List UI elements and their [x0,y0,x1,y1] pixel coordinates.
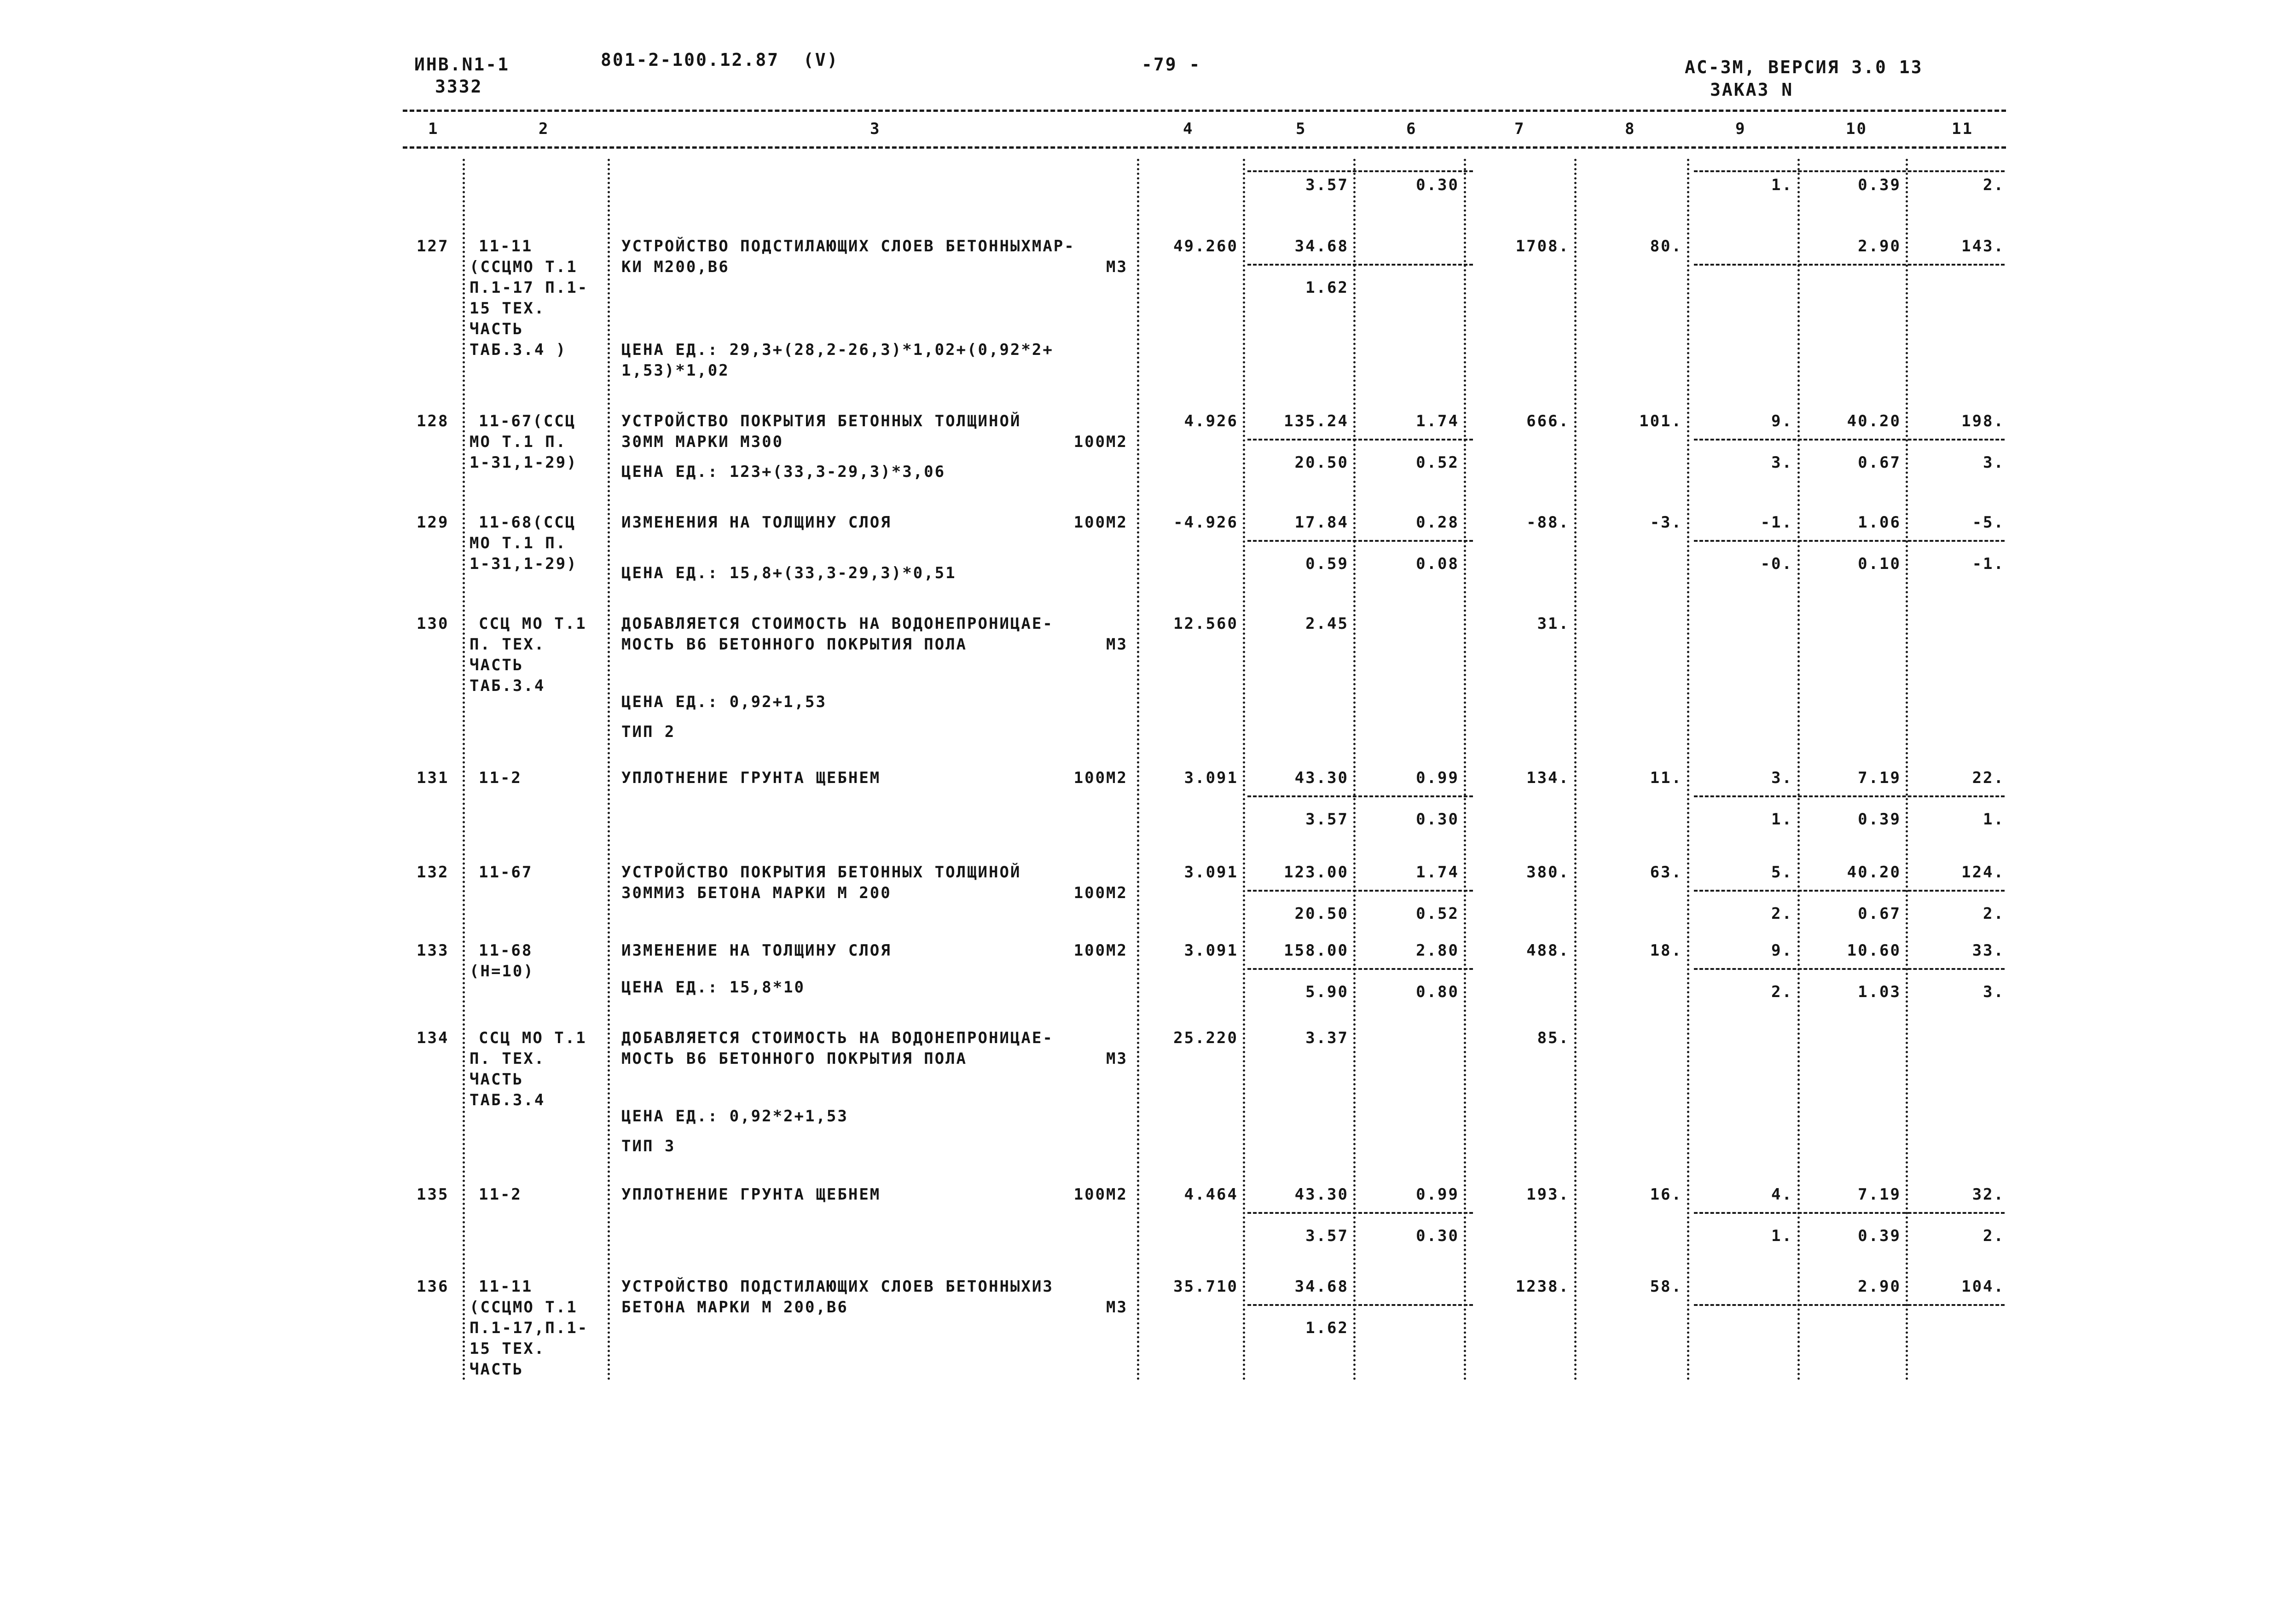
column-header-5: 5 [1296,120,1307,138]
cell-col-9: 5. [1771,863,1793,882]
row-code: 11-11 [479,1277,533,1296]
cell-col-5: 158.00 [1284,941,1349,960]
column-separator [1243,159,1245,1381]
column-separator [1353,159,1356,1381]
row-description: БЕТОНА МАРКИ М 200,В6 [621,1298,848,1317]
row-number: 130 [417,615,449,633]
row-description: УСТРОЙСТВО ПОКРЫТИЯ БЕТОННЫХ ТОЛЩИНОЙ [621,412,1021,430]
row-number: 127 [417,237,449,255]
column-separator [1574,159,1577,1381]
column-separator [1464,159,1466,1381]
row-description: УСТРОЙСТВО ПОКРЫТИЯ БЕТОННЫХ ТОЛЩИНОЙ [621,863,1021,882]
row-code: 11-68 [479,941,533,960]
cell-col-10: 40.20 [1847,412,1901,430]
sub-value: 2. [1983,905,2005,923]
header-rule-bottom [403,146,2006,149]
document-code: 801-2-100.12.87 (V) [601,50,839,70]
system-version: АС-3М, ВЕРСИЯ 3.0 13 [1685,57,1923,77]
cell-col-7: 85. [1537,1029,1570,1047]
column-header-9: 9 [1735,120,1746,138]
cell-col-8: 101. [1639,412,1682,430]
sub-rule [1694,1304,2005,1306]
sub-value: 0.10 [1858,555,1901,573]
cell-col-4: 12.560 [1173,615,1238,633]
row-description: 30ММ МАРКИ М300 [621,433,784,451]
row-code-line: 15 ТЕХ. [470,1340,545,1358]
sub-value: 3.57 [1305,176,1349,194]
row-description: ДОБАВЛЯЕТСЯ СТОИМОСТЬ НА ВОДОНЕПРОНИЦАЕ- [621,1029,1054,1047]
sub-rule [1247,170,1473,172]
row-number: 134 [417,1029,449,1047]
row-description: ИЗМЕНЕНИЯ НА ТОЛЩИНУ СЛОЯ [621,513,892,532]
cell-col-11: 198. [1961,412,2005,430]
inventory-number: 3332 [435,76,483,97]
cell-col-4: -4.926 [1173,513,1238,532]
cell-col-7: 134. [1526,769,1570,787]
cell-col-8: 18. [1650,941,1682,960]
sub-value: 2. [1983,176,2005,194]
sub-value: 20.50 [1294,453,1349,472]
sub-value: -1. [1972,555,2005,573]
row-unit: 100М2 [1073,769,1128,787]
sub-rule [1694,968,2005,970]
column-header-4: 4 [1183,120,1194,138]
cell-col-6: 1.74 [1416,412,1459,430]
unit-price-formula: ЦЕНА ЕД.: 15,8+(33,3-29,3)*0,51 [621,564,957,582]
cell-col-7: 31. [1537,615,1570,633]
row-unit: 100М2 [1073,884,1128,902]
cell-col-10: 2.90 [1858,237,1901,255]
row-code-line: ЧАСТЬ [470,320,524,338]
cell-col-4: 3.091 [1184,941,1238,960]
sub-value: 0.52 [1416,453,1459,472]
cell-col-6: 0.99 [1416,769,1459,787]
cell-col-11: 22. [1972,769,2005,787]
cell-col-7: 1238. [1515,1277,1570,1296]
unit-price-formula: ЦЕНА ЕД.: 123+(33,3-29,3)*3,06 [621,463,946,481]
cell-col-7: 488. [1526,941,1570,960]
row-description: 30ММИЗ БЕТОНА МАРКИ М 200 [621,884,892,902]
row-unit: М3 [1106,1050,1128,1068]
row-code: 11-67 [479,863,533,882]
sub-rule [1694,170,2005,172]
sub-value: 3.57 [1305,1227,1349,1245]
sub-value: 0.30 [1416,176,1459,194]
sub-rule [1247,795,1473,797]
sub-value: 2. [1771,905,1793,923]
cell-col-9: 9. [1771,941,1793,960]
cell-col-8: 80. [1650,237,1682,255]
cell-col-4: 35.710 [1173,1277,1238,1296]
row-number: 133 [417,941,449,960]
sub-rule [1247,1212,1473,1214]
sub-rule [1694,439,2005,441]
cell-col-5: 34.68 [1294,237,1349,255]
column-separator [1906,159,1908,1381]
sub-value: 0.59 [1305,555,1349,573]
order-label: ЗАКАЗ N [1710,80,1794,100]
cell-col-6: 2.80 [1416,941,1459,960]
cell-col-5: 43.30 [1294,769,1349,787]
sub-value: 1. [1771,176,1793,194]
sub-value: 5.90 [1305,983,1349,1001]
row-unit: М3 [1106,1298,1128,1317]
row-code-line: (ССЦМО Т.1 [470,1298,578,1317]
sub-rule [1694,264,2005,266]
row-number: 136 [417,1277,449,1296]
row-code-line: ТАБ.3.4 [470,1091,545,1109]
column-separator [1797,159,1800,1381]
cell-col-6: 0.28 [1416,513,1459,532]
row-number: 135 [417,1185,449,1204]
cell-col-7: 193. [1526,1185,1570,1204]
column-header-1: 1 [428,120,439,138]
cell-col-10: 1.06 [1858,513,1901,532]
cell-col-4: 4.464 [1184,1185,1238,1204]
row-unit: 100М2 [1073,1185,1128,1204]
sub-value: 0.30 [1416,810,1459,829]
cell-col-8: -3. [1650,513,1682,532]
cell-col-8: 16. [1650,1185,1682,1204]
sub-value: 1.03 [1858,983,1901,1001]
sub-rule [1694,540,2005,542]
cell-col-4: 49.260 [1173,237,1238,255]
header-rule-top [403,110,2006,112]
column-header-7: 7 [1514,120,1525,138]
row-code: 11-2 [479,1185,522,1204]
cell-col-9: -1. [1760,513,1793,532]
type-label: ТИП 2 [621,723,676,741]
cell-col-4: 4.926 [1184,412,1238,430]
row-description: КИ М200,В6 [621,258,730,276]
cell-col-4: 25.220 [1173,1029,1238,1047]
unit-price-formula: ЦЕНА ЕД.: 29,3+(28,2-26,3)*1,02+(0,92*2+ [621,341,1054,359]
row-unit: М3 [1106,258,1128,276]
sub-value: 0.30 [1416,1227,1459,1245]
row-code: 11-11 [479,237,533,255]
column-separator [608,159,610,1381]
row-number: 132 [417,863,449,882]
row-code-line: П. ТЕХ. [470,1050,545,1068]
cell-col-8: 58. [1650,1277,1682,1296]
row-unit: 100М2 [1073,941,1128,960]
sub-value: 0.08 [1416,555,1459,573]
cell-col-10: 7.19 [1858,1185,1901,1204]
row-description: МОСТЬ В6 БЕТОННОГО ПОКРЫТИЯ ПОЛА [621,1050,968,1068]
cell-col-5: 34.68 [1294,1277,1349,1296]
row-number: 131 [417,769,449,787]
sub-rule [1247,540,1473,542]
row-code-line: 15 ТЕХ. [470,299,545,318]
cell-col-9: 9. [1771,412,1793,430]
row-code-line: П. ТЕХ. [470,635,545,654]
row-code: ССЦ МО Т.1 [479,615,587,633]
column-separator [463,159,465,1381]
row-code-line: ТАБ.3.4 [470,677,545,695]
sub-value: 2. [1983,1227,2005,1245]
column-header-3: 3 [870,120,881,138]
row-description: УПЛОТНЕНИЕ ГРУНТА ЩЕБНЕМ [621,1185,881,1204]
sub-value: 3. [1983,453,2005,472]
row-description: ДОБАВЛЯЕТСЯ СТОИМОСТЬ НА ВОДОНЕПРОНИЦАЕ- [621,615,1054,633]
cell-col-9: 4. [1771,1185,1793,1204]
sub-value: 3. [1983,983,2005,1001]
column-header-2: 2 [539,120,550,138]
sub-value: 1.62 [1305,278,1349,297]
cell-col-11: 104. [1961,1277,2005,1296]
sub-rule [1247,264,1473,266]
sub-value: 0.67 [1858,453,1901,472]
unit-price-formula: ЦЕНА ЕД.: 0,92*2+1,53 [621,1107,848,1125]
sub-value: 2. [1771,983,1793,1001]
sub-value: 1.62 [1305,1319,1349,1337]
row-code-line: П.1-17 П.1- [470,278,589,297]
row-description: ИЗМЕНЕНИЕ НА ТОЛЩИНУ СЛОЯ [621,941,892,960]
type-label: ТИП 3 [621,1137,676,1155]
row-code-line: МО Т.1 П. [470,433,567,451]
row-unit: 100М2 [1073,513,1128,532]
row-description: УСТРОЙСТВО ПОДСТИЛАЮЩИХ СЛОЕВ БЕТОННЫХМАР- [621,237,1075,255]
cell-col-5: 3.37 [1305,1029,1349,1047]
unit-price-formula: ЦЕНА ЕД.: 15,8*10 [621,978,805,997]
row-code-line: (ССЦМО Т.1 [470,258,578,276]
column-header-6: 6 [1406,120,1417,138]
cell-col-5: 123.00 [1284,863,1349,882]
cell-col-11: -5. [1972,513,2005,532]
sub-value: 20.50 [1294,905,1349,923]
row-code-line: ЧАСТЬ [470,656,524,674]
unit-price-formula: ЦЕНА ЕД.: 0,92+1,53 [621,693,827,711]
column-header-8: 8 [1625,120,1636,138]
cell-col-11: 124. [1961,863,2005,882]
row-code-line: 1-31,1-29) [470,453,578,472]
sub-value: 0.80 [1416,983,1459,1001]
row-code: 11-67(ССЦ [479,412,576,430]
row-code: 11-68(ССЦ [479,513,576,532]
cell-col-11: 143. [1961,237,2005,255]
inventory-label: ИНВ.N1-1 [414,54,510,75]
cell-col-5: 2.45 [1305,615,1349,633]
sub-rule [1694,795,2005,797]
row-code-line: ЧАСТЬ [470,1360,524,1379]
cell-col-6: 0.99 [1416,1185,1459,1204]
row-code-line: ТАБ.3.4 ) [470,341,567,359]
sub-value: 1. [1771,1227,1793,1245]
cell-col-5: 17.84 [1294,513,1349,532]
column-header-10: 10 [1846,120,1867,138]
row-unit: М3 [1106,635,1128,654]
cell-col-10: 2.90 [1858,1277,1901,1296]
unit-price-formula: 1,53)*1,02 [621,361,730,380]
cell-col-11: 32. [1972,1185,2005,1204]
row-number: 128 [417,412,449,430]
cell-col-6: 1.74 [1416,863,1459,882]
row-description: МОСТЬ В6 БЕТОННОГО ПОКРЫТИЯ ПОЛА [621,635,968,654]
sub-value: 3. [1771,453,1793,472]
row-code: ССЦ МО Т.1 [479,1029,587,1047]
row-code: 11-2 [479,769,522,787]
sub-value: 1. [1771,810,1793,829]
column-separator [1687,159,1689,1381]
column-separator [1137,159,1139,1381]
sub-value: 0.39 [1858,176,1901,194]
row-number: 129 [417,513,449,532]
sub-value: 3.57 [1305,810,1349,829]
sub-value: 0.52 [1416,905,1459,923]
cell-col-10: 40.20 [1847,863,1901,882]
sub-rule [1247,890,1473,892]
row-description: УСТРОЙСТВО ПОДСТИЛАЮЩИХ СЛОЕВ БЕТОННЫХИЗ [621,1277,1054,1296]
cell-col-7: 380. [1526,863,1570,882]
sub-value: 0.39 [1858,810,1901,829]
row-code-line: МО Т.1 П. [470,534,567,552]
column-header-11: 11 [1952,120,1973,138]
sub-rule [1247,968,1473,970]
sub-rule [1694,890,2005,892]
sub-rule [1694,1212,2005,1214]
row-unit: 100М2 [1073,433,1128,451]
cell-col-7: 1708. [1515,237,1570,255]
cell-col-7: -88. [1526,513,1570,532]
row-code-line: ЧАСТЬ [470,1070,524,1089]
cell-col-7: 666. [1526,412,1570,430]
cell-col-4: 3.091 [1184,863,1238,882]
cell-col-10: 10.60 [1847,941,1901,960]
sub-value: -0. [1760,555,1793,573]
row-code-line: 1-31,1-29) [470,555,578,573]
sub-value: 1. [1983,810,2005,829]
cell-col-5: 43.30 [1294,1185,1349,1204]
cell-col-4: 3.091 [1184,769,1238,787]
cell-col-10: 7.19 [1858,769,1901,787]
cell-col-8: 11. [1650,769,1682,787]
row-code-line: (Н=10) [470,962,534,980]
cell-col-11: 33. [1972,941,2005,960]
sub-rule [1247,1304,1473,1306]
cell-col-5: 135.24 [1284,412,1349,430]
row-code-line: П.1-17,П.1- [470,1319,589,1337]
row-description: УПЛОТНЕНИЕ ГРУНТА ЩЕБНЕМ [621,769,881,787]
cell-col-8: 63. [1650,863,1682,882]
sub-value: 0.67 [1858,905,1901,923]
cell-col-9: 3. [1771,769,1793,787]
sub-rule [1247,439,1473,441]
page-number: -79 - [1142,54,1201,75]
sub-value: 0.39 [1858,1227,1901,1245]
